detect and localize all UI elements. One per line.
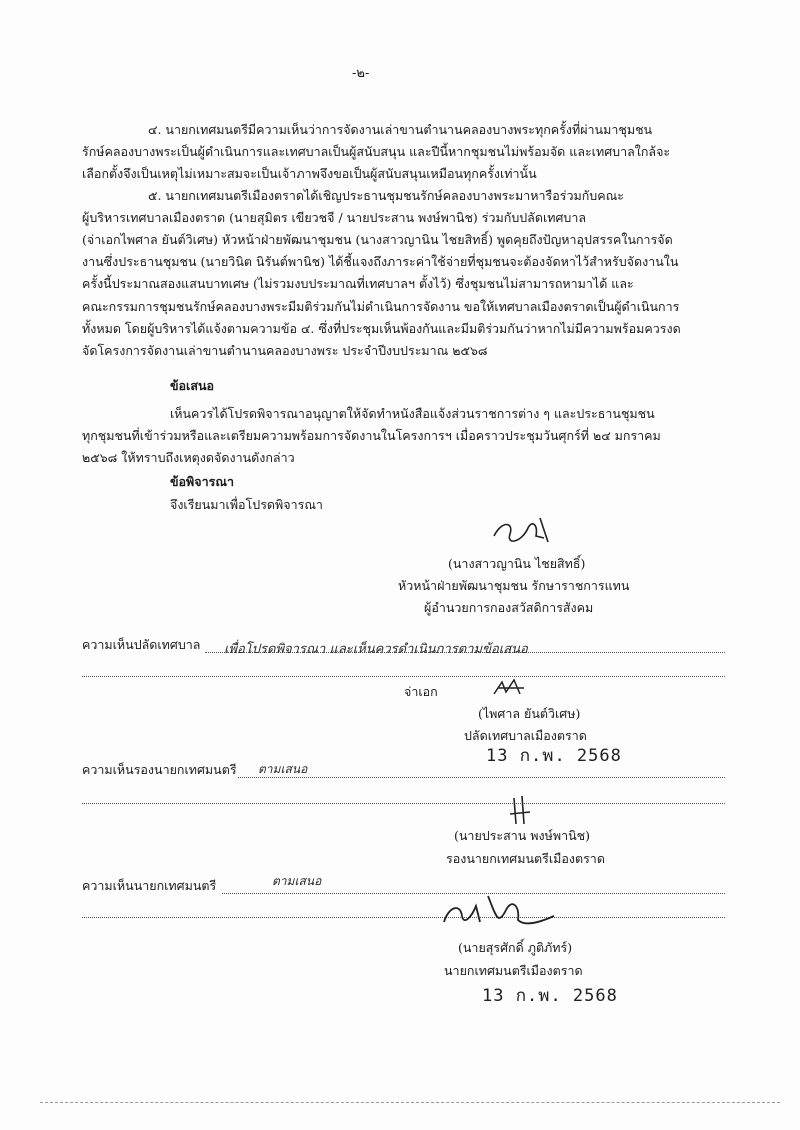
proposal-heading: ข้อเสนอ xyxy=(170,378,215,393)
clerk-date-stamp: 13 ก.พ. 2568 xyxy=(486,746,622,766)
mayor-position: นายกเทศมนตรีเมืองตราด xyxy=(444,963,583,978)
mayor-opinion-label: ความเห็นนายกเทศมนตรี xyxy=(82,878,217,893)
item5-line1: ๕. นายกเทศมนตรีเมืองตราดได้เชิญประธานชุมชนรักษ์คลองบางพระมาหารือร่วมกับคณะ xyxy=(148,188,624,203)
item4-line3: เลือกตั้งจึงเป็นเหตุไม่เหมาะสมจะเป็นเจ้าภาพจึงขอเป็นผู้สนับสนุนเหมือนทุกครั้งเท่านั้น xyxy=(82,166,537,181)
item5-line8: จัดโครงการจัดงานเล่าขานตำนานคลองบางพระ ประจำปีงบประมาณ ๒๕๖๘ xyxy=(82,343,488,358)
mayor-opinion-dotline-2 xyxy=(82,917,725,918)
proposal-line3: ๒๕๖๘ ให้ทราบถึงเหตุงดจัดงานดังกล่าว xyxy=(82,450,295,465)
deputy-opinion-dotline-1 xyxy=(238,777,725,778)
item5-line7: ทั้งหมด โดยผู้บริหารได้แจ้งตามความข้อ ๔. ซึ่งที่ประชุมเห็นพ้องกันและมีมติร่วมกันว่าหากไม่มีความพร้อมควรงด xyxy=(82,321,681,336)
item4-line1: ๔. นายกเทศมนตรีมีความเห็นว่าการจัดงานเล่าขานตำนานคลองบางพระทุกครั้งที่ผ่านมาชุมชน xyxy=(148,122,653,137)
signature-4-image xyxy=(436,886,566,936)
deputy-opinion-label: ความเห็นรองนายกเทศมนตรี xyxy=(82,762,237,777)
item5-line4: งานซึ่งประธานชุมชน (นายวินิต นิรันต์พานิช) ได้ชี้แจงถึงภาระค่าใช้จ่ายที่ชุมชนจะต้องจัดหาไว้สำหรับจัดงานใน xyxy=(82,254,679,269)
mayor-opinion-handwritten: ตามเสนอ xyxy=(272,874,322,888)
consider-text: จึงเรียนมาเพื่อโปรดพิจารณา xyxy=(170,497,323,512)
item5-line6: คณะกรรมการชุมชนรักษ์คลองบางพระมีมติร่วมกันไม่ดำเนินการจัดงาน ขอให้เทศบาลเมืองตราดเป็นผู้ดำเนินการ xyxy=(82,299,680,314)
clerk-opinion-handwritten: เพื่อโปรดพิจารณา และเห็นควรดำเนินการตามข้อเสนอ xyxy=(224,642,528,657)
item4-line2: รักษ์คลองบางพระเป็นผู้ดำเนินการและเทศบาลเป็นผู้สนับสนุน และปีนี้หากชุมชนไม่พร้อมจัด และเทศบาลใกล้จะ xyxy=(82,144,671,159)
deputy-position: รองนายกเทศมนตรีเมืองตราด xyxy=(446,851,605,866)
item5-line2: ผู้บริหารเทศบาลเมืองตราด (นายสุมิตร เขียวชจี / นายประสาน พงษ์พานิช) ร่วมกับปลัดเทศบาล xyxy=(82,210,587,225)
item5-line5: ครั้งนี้ประมาณสองแสนบาทเศษ (ไม่รวมงบประมาณที่เทศบาลฯ ตั้งไว้) ซึ่งชุมชนไม่สามารถหามาได้ และ xyxy=(82,276,634,291)
proposal-line2: ทุกชุมชนที่เข้าร่วมหรือและเตรียมความพร้อมการจัดงานในโครงการฯ เมื่อคราวประชุมวันศุกร์ที่ ๒๔ มกราคม xyxy=(82,428,661,443)
signer1-name: (นางสาวญานิน ไชยสิทธิ์) xyxy=(448,556,586,571)
clerk-position: ปลัดเทศบาลเมืองตราด xyxy=(464,728,587,743)
mayor-date-stamp: 13 ก.พ. 2568 xyxy=(482,986,618,1006)
clerk-name: (ไพศาล ยันต์วิเศษ) xyxy=(478,706,581,721)
signature-1-image xyxy=(488,512,568,548)
deputy-opinion-handwritten: ตามเสนอ xyxy=(258,762,308,776)
item5-line3: (จ่าเอกไพศาล ยันต์วิเศษ) หัวหน้าฝ่ายพัฒนาชุมชน (นางสาวญานิน ไชยสิทธิ์) พูดคุยถึงปัญหาอุปสรรคในการจัด xyxy=(82,232,673,247)
clerk-opinion-dotline-2 xyxy=(82,676,725,677)
deputy-opinion-dotline-2 xyxy=(82,803,725,804)
signer1-position2: ผู้อำนวยการกองสวัสดิการสังคม xyxy=(424,600,594,615)
page-number: -๒- xyxy=(352,66,370,81)
deputy-name: (นายประสาน พงษ์พานิช) xyxy=(454,828,591,843)
signature-2-image xyxy=(490,676,530,700)
signature-3-image xyxy=(506,794,536,828)
consider-heading: ข้อพิจารณา xyxy=(170,474,234,489)
mayor-name: (นายสุรศักดิ์ ภูติภัทร์) xyxy=(458,940,573,955)
scan-edge-line xyxy=(40,1102,780,1103)
signer1-position1: หัวหน้าฝ่ายพัฒนาชุมชน รักษาราชการแทน xyxy=(398,578,630,593)
clerk-opinion-label: ความเห็นปลัดเทศบาล xyxy=(82,637,201,652)
proposal-line1: เห็นควรได้โปรดพิจารณาอนุญาตให้จัดทำหนังสือแจ้งส่วนราชการต่าง ๆ และประธานชุมชน xyxy=(170,406,655,421)
clerk-rank: จ่าเอก xyxy=(404,684,438,699)
